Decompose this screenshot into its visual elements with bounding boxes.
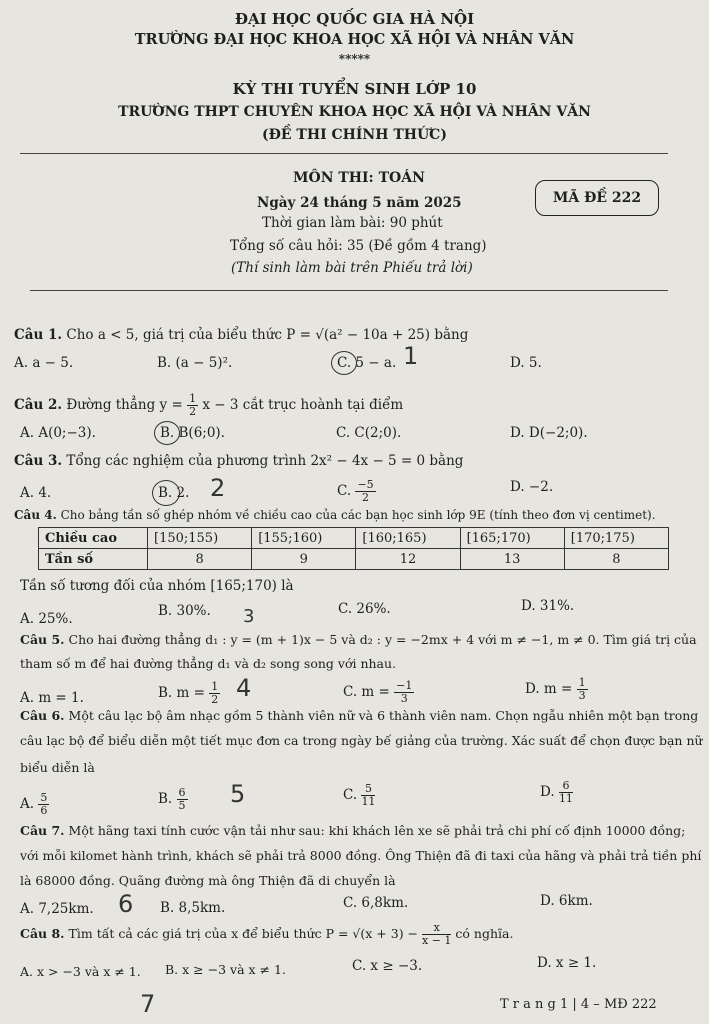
q7-stem-line3: là 68000 đồng. Quãng đường mà ông Thiện đã di chuyển là: [20, 873, 396, 888]
q1-option-c: C. 5 − a.: [337, 355, 397, 371]
q6-option-b: B. $\frac{6}{5}$: [158, 786, 186, 812]
q2-option-c: C. C(2;0).: [336, 425, 402, 441]
school-name: TRƯỜNG ĐẠI HỌC KHOA HỌC XÃ HỘI VÀ NHÂN VĂN: [134, 31, 575, 48]
q7-handwritten-mark: 6: [118, 890, 134, 918]
q3-stem: Câu 3. Tổng các nghiệm của phương trình 2x² − 4x − 5 = 0 bằng: [14, 453, 464, 469]
answer-sheet-note: (Thí sinh làm bài trên Phiếu trả lời): [231, 260, 473, 276]
page-footer: T r a n g 1 | 4 – MĐ 222: [500, 997, 657, 1012]
q6-stem-line2: câu lạc bộ để biểu diễn một tiết mục đơn ca trong ngày bế giảng của trường. Xác suất để chọn được bạn nữ: [20, 733, 703, 748]
q5-handwritten-mark: 4: [236, 674, 252, 702]
header-divider: [20, 153, 668, 154]
q5-option-d: D. m = $\frac{1}{3}$: [525, 676, 586, 702]
q5-stem-line2: tham số m để hai đường thẳng d₁ và d₂ song song với nhau.: [20, 656, 397, 671]
q2-option-a: A. A(0;−3).: [20, 425, 96, 441]
q4-frequency-table: [38, 527, 669, 570]
table-cell: 9: [252, 549, 356, 570]
header-stars: *****: [338, 52, 371, 66]
q1-option-b: B. (a − 5)².: [157, 355, 233, 371]
q6-stem: Câu 6. Một câu lạc bộ âm nhạc gồm 5 thành viên nữ và 6 thành viên nam. Chọn ngẫu nhiên một bạn trong: [20, 708, 699, 723]
q7-option-c: C. 6,8km.: [343, 895, 409, 911]
q1-handwritten-mark: 1: [403, 342, 419, 370]
q4-stem: Câu 4. Cho bảng tần số ghép nhóm về chiều cao của các bạn học sinh lớp 9E (tính theo đơn vị centimet).: [14, 508, 656, 522]
highschool-name: TRƯỜNG THPT CHUYÊN KHOA HỌC XÃ HỘI VÀ NHÂN VĂN: [118, 104, 591, 120]
q2-option-b: B. B(6;0).: [160, 425, 225, 441]
q6-option-c: C. $\frac{5}{11}$: [343, 782, 376, 808]
table-cell: 12: [356, 549, 460, 570]
q8-option-b: B. x ≥ −3 và x ≠ 1.: [165, 962, 286, 977]
q3-answer-circle: [152, 480, 180, 506]
table-cell: 13: [460, 549, 564, 570]
q5-option-c: C. m = $\frac{-1}{3}$: [343, 679, 413, 705]
table-row: [39, 528, 669, 549]
university-name: ĐẠI HỌC QUỐC GIA HÀ NỘI: [234, 10, 475, 28]
q3-handwritten-mark: 2: [210, 474, 226, 502]
q5-stem: Câu 5. Cho hai đường thẳng d₁ : y = (m + 1)x − 5 và d₂ : y = −2mx + 4 với m ≠ −1, m ≠ 0. Tìm giá trị của: [20, 632, 697, 647]
question-total: Tổng số câu hỏi: 35 (Đề gồm 4 trang): [230, 238, 487, 254]
q6-option-a: A. $\frac{5}{6}$: [20, 791, 48, 817]
q4-option-d: D. 31%.: [521, 598, 575, 614]
q3-option-d: D. −2.: [510, 479, 554, 495]
table-cell: [165;170): [460, 528, 564, 549]
official-label: (ĐỀ THI CHÍNH THỨC): [262, 127, 447, 143]
table-cell: [155;160): [252, 528, 356, 549]
q4-handwritten-mark: 3: [243, 606, 255, 627]
table-header-cell: Tần số: [39, 549, 148, 570]
q8-option-c: C. x ≥ −3.: [352, 958, 423, 974]
q4-question: Tần số tương đối của nhóm [165;170) là: [20, 578, 294, 594]
exam-duration: Thời gian làm bài: 90 phút: [262, 215, 443, 231]
table-cell: [170;175): [564, 528, 668, 549]
q8-option-d: D. x ≥ 1.: [537, 955, 597, 971]
exam-name: KỲ THI TUYỂN SINH LỚP 10: [232, 80, 477, 98]
q4-option-b: B. 30%.: [158, 603, 211, 619]
table-cell: [150;155): [148, 528, 252, 549]
q8-option-a: A. x > −3 và x ≠ 1.: [20, 964, 141, 979]
q7-stem-line2: với mỗi kilomet hành trình, khách sẽ phải trả 8000 đồng. Ông Thiện đã đi taxi của hãng và phải trả tiền phí: [20, 848, 702, 863]
q5-option-b: B. m = $\frac{1}{2}$: [158, 680, 219, 706]
q2-option-d: D. D(−2;0).: [510, 425, 588, 441]
table-header-cell: Chiều cao: [39, 528, 148, 549]
table-cell: [160;165): [356, 528, 460, 549]
q5-option-a: A. m = 1.: [20, 690, 84, 706]
q1-answer-circle: [331, 351, 357, 375]
q6-handwritten-mark: 5: [230, 780, 246, 808]
table-cell: 8: [148, 549, 252, 570]
q7-option-d: D. 6km.: [540, 893, 593, 909]
q4-option-a: A. 25%.: [20, 611, 73, 627]
q2-stem: Câu 2. Đường thẳng y = $\frac{1}{2}$ x − 3 cắt trục hoành tại điểm: [14, 392, 404, 418]
q8-stem: Câu 8. Tìm tất cả các giá trị của x để biểu thức P = √(x + 3) − $\frac{x}{x - 1}$ có nghĩa.: [20, 921, 514, 947]
q1-stem: Câu 1. Cho a < 5, giá trị của biểu thức P = √(a² − 10a + 25) bằng: [14, 327, 469, 343]
q3-option-c: C. $\frac{-5}{2}$: [337, 478, 374, 504]
q8-handwritten-mark: 7: [140, 990, 156, 1018]
meta-divider: [30, 290, 668, 291]
q7-option-a: A. 7,25km.: [20, 901, 94, 917]
q1-option-a: A. a − 5.: [14, 355, 74, 371]
table-row: [39, 549, 669, 570]
exam-date: Ngày 24 tháng 5 năm 2025: [257, 195, 462, 211]
q2-answer-circle: [154, 421, 180, 445]
q1-option-d: D. 5.: [510, 355, 542, 371]
q6-option-d: D. $\frac{6}{11}$: [540, 779, 573, 805]
exam-code-box: MÃ ĐỀ 222: [535, 180, 659, 216]
q3-option-a: A. 4.: [20, 485, 52, 501]
q7-stem: Câu 7. Một hãng taxi tính cước vận tải như sau: khi khách lên xe sẽ phải trả chi phí cố định 10000 đồng;: [20, 823, 686, 838]
q4-option-c: C. 26%.: [338, 601, 391, 617]
q3-option-b: B. 2.: [158, 485, 190, 501]
table-cell: 8: [564, 549, 668, 570]
subject: MÔN THI: TOÁN: [293, 170, 425, 186]
q6-stem-line3: biểu diễn là: [20, 760, 95, 775]
q7-option-b: B. 8,5km.: [160, 900, 226, 916]
